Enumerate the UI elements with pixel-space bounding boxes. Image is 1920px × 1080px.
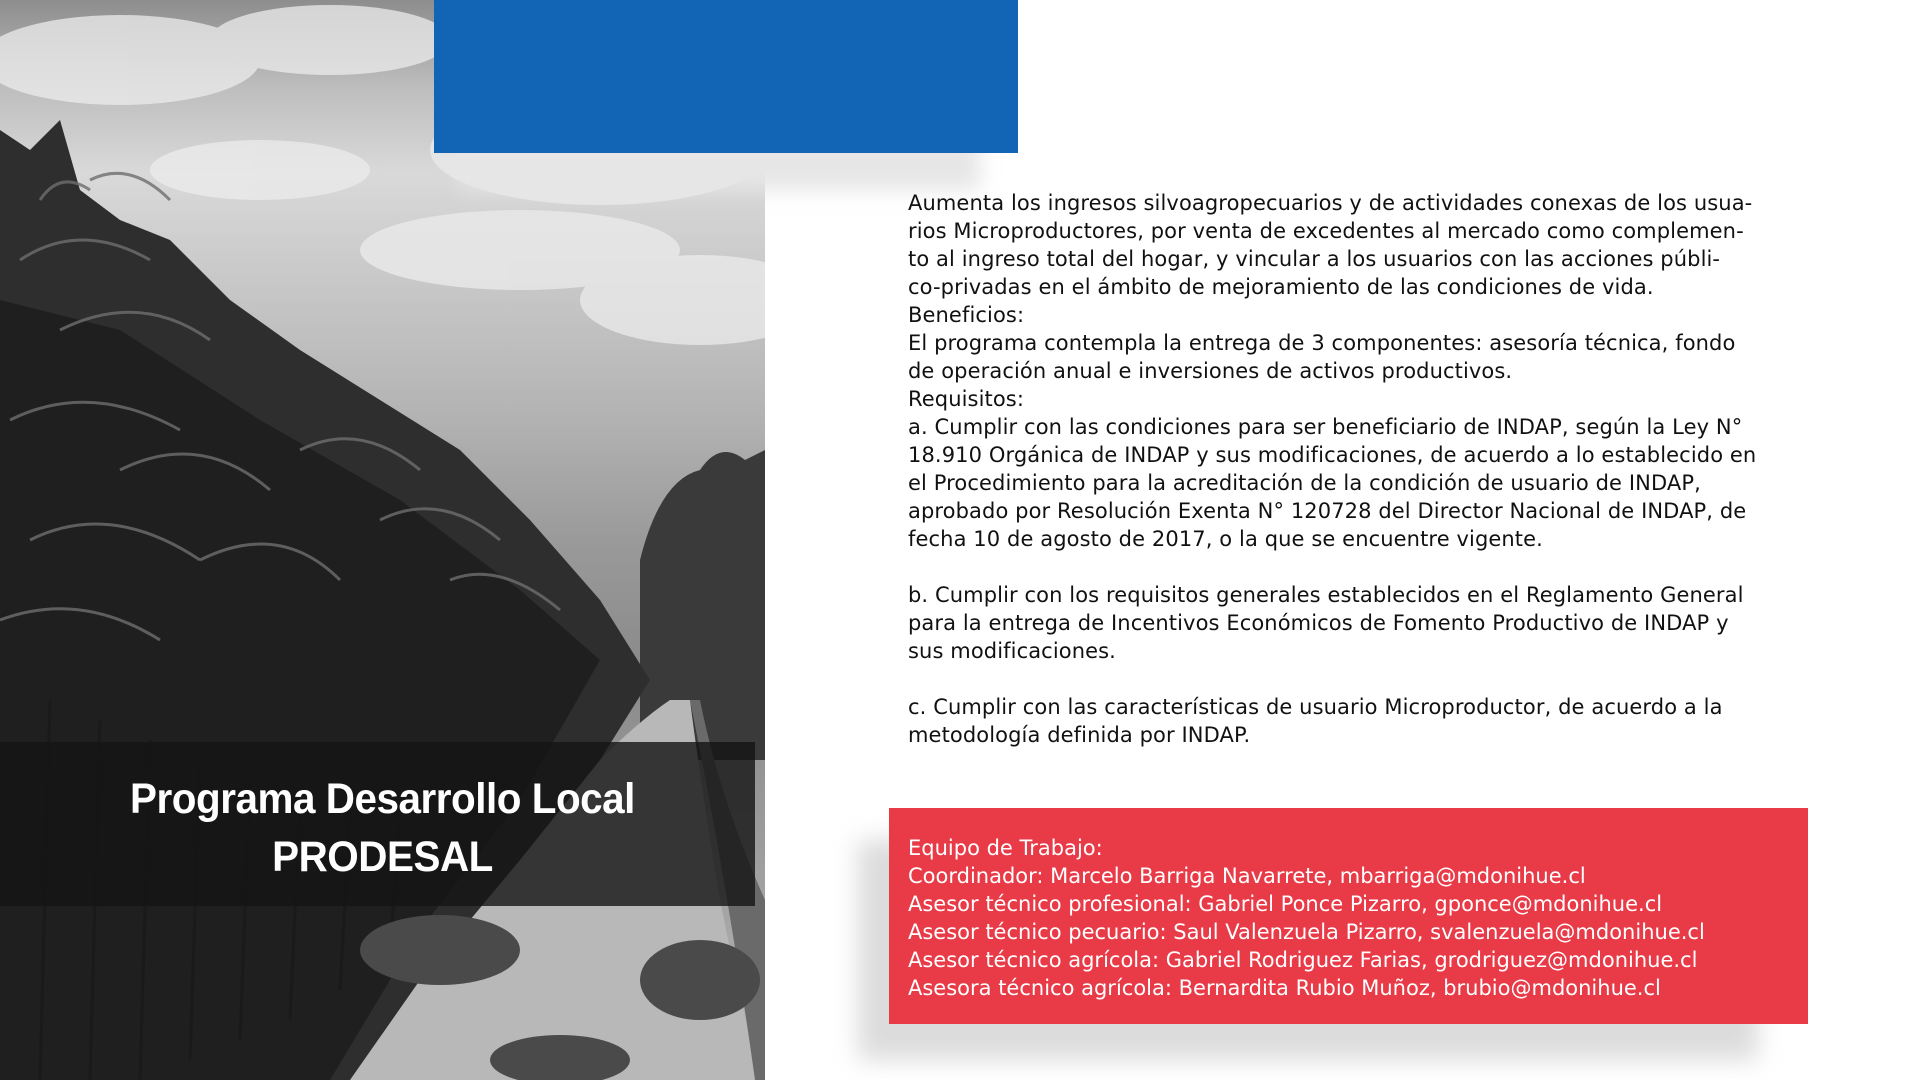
blue-accent-block bbox=[434, 0, 1018, 153]
requirement-b-line: sus modificaciones. bbox=[908, 639, 1116, 663]
team-member: Coordinador: Marcelo Barriga Navarrete, mbarriga@mdonihue.cl bbox=[908, 864, 1586, 888]
benefits-heading: Beneficios: bbox=[908, 303, 1025, 327]
requirement-a-line: 18.910 Orgánica de INDAP y sus modificaciones, de acuerdo a lo establecido en bbox=[908, 443, 1757, 467]
team-member: Asesor técnico agrícola: Gabriel Rodriguez Farias, grodriguez@mdonihue.cl bbox=[908, 948, 1698, 972]
requirement-a-line: aprobado por Resolución Exenta N° 120728 del Director Nacional de INDAP, de bbox=[908, 499, 1747, 523]
team-member: Asesora técnico agrícola: Bernardita Rubio Muñoz, brubio@mdonihue.cl bbox=[908, 976, 1661, 1000]
team-member: Asesor técnico profesional: Gabriel Ponce Pizarro, gponce@mdonihue.cl bbox=[908, 892, 1663, 916]
program-description bbox=[908, 189, 1848, 749]
team-heading: Equipo de Trabajo: bbox=[908, 836, 1103, 860]
program-title: Programa Desarrollo Local bbox=[130, 775, 635, 823]
requirement-b-line: para la entrega de Incentivos Económicos de Fomento Productivo de INDAP y bbox=[908, 611, 1729, 635]
description-line: rios Microproductores, por venta de excedentes al mercado como complemen- bbox=[908, 219, 1744, 243]
requirements-heading: Requisitos: bbox=[908, 387, 1025, 411]
requirement-a-line: a. Cumplir con las condiciones para ser beneficiario de INDAP, según la Ley N° bbox=[908, 415, 1743, 439]
team-list bbox=[908, 834, 1705, 1002]
paragraph-gap bbox=[908, 665, 1848, 693]
benefits-line: de operación anual e inversiones de activos productivos. bbox=[908, 359, 1513, 383]
description-line: to al ingreso total del hogar, y vincular a los usuarios con las acciones públi- bbox=[908, 247, 1721, 271]
program-acronym: PRODESAL bbox=[272, 833, 493, 881]
requirement-c-line: c. Cumplir con las características de usuario Microproductor, de acuerdo a la bbox=[908, 695, 1723, 719]
requirement-c-line: metodología definida por INDAP. bbox=[908, 723, 1251, 747]
paragraph-gap bbox=[908, 553, 1848, 581]
requirement-a-line: el Procedimiento para la acreditación de la condición de usuario de INDAP, bbox=[908, 471, 1701, 495]
description-line: co-privadas en el ámbito de mejoramiento de las condiciones de vida. bbox=[908, 275, 1654, 299]
benefits-line: El programa contempla la entrega de 3 componentes: asesoría técnica, fondo bbox=[908, 331, 1736, 355]
team-member: Asesor técnico pecuario: Saul Valenzuela Pizarro, svalenzuela@mdonihue.cl bbox=[908, 920, 1705, 944]
requirement-b-line: b. Cumplir con los requisitos generales establecidos en el Reglamento General bbox=[908, 583, 1744, 607]
description-line: Aumenta los ingresos silvoagropecuarios y de actividades conexas de los usua- bbox=[908, 191, 1753, 215]
requirement-a-line: fecha 10 de agosto de 2017, o la que se encuentre vigente. bbox=[908, 527, 1543, 551]
